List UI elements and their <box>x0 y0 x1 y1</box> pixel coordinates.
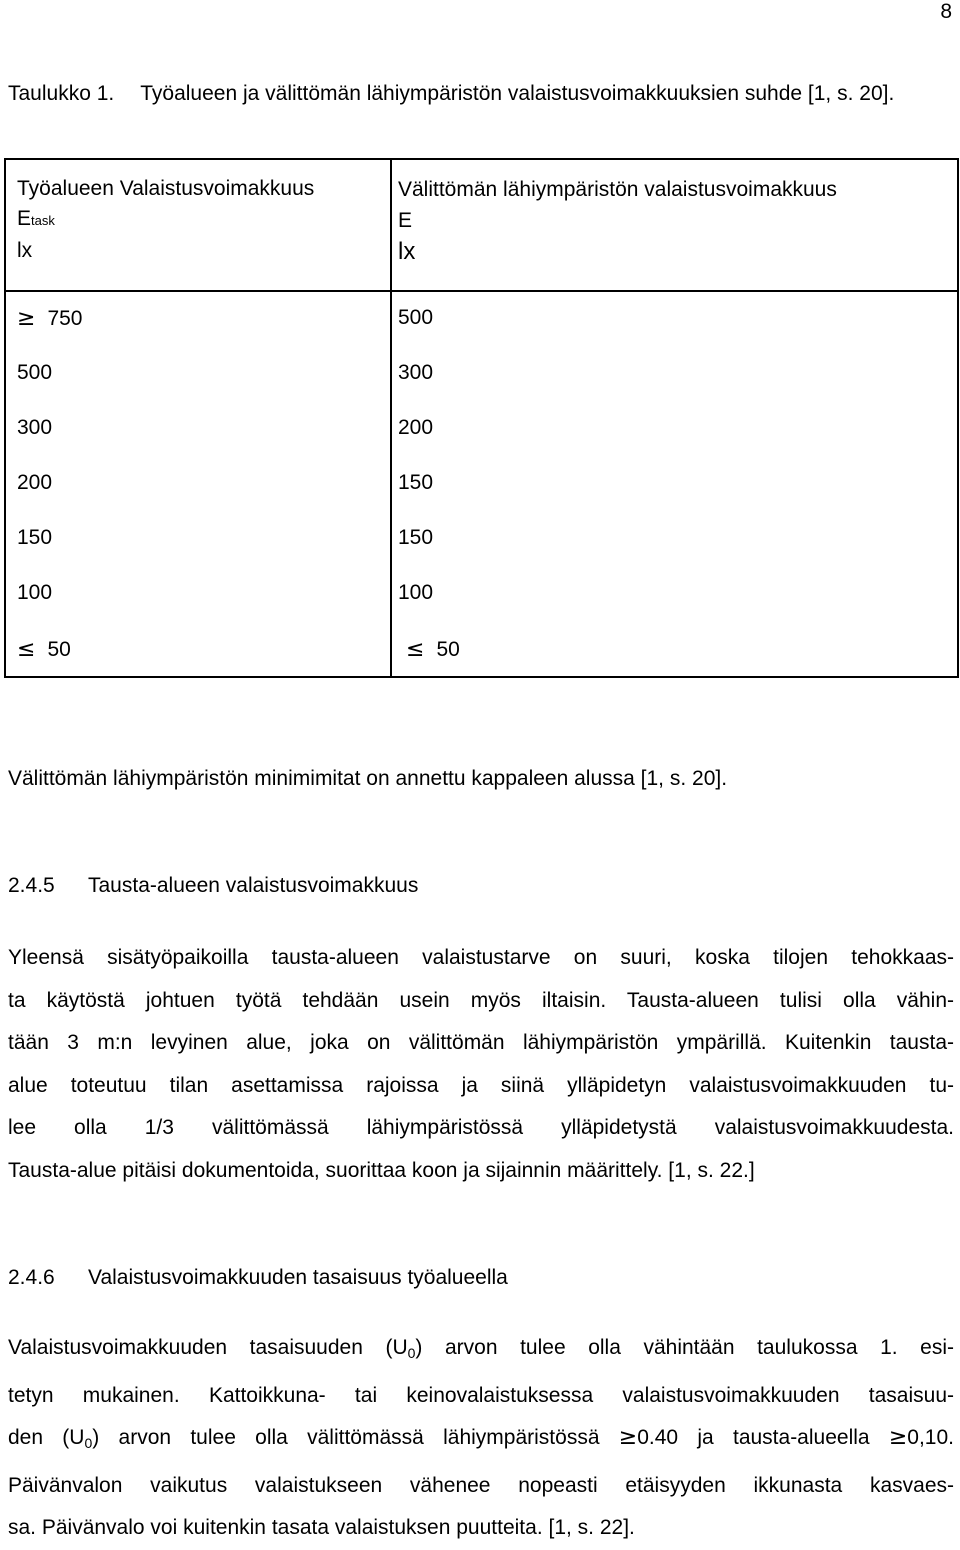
caption-label: Taulukko 1. <box>8 82 115 105</box>
surrounding-illuminance-cell <box>398 526 433 550</box>
task-value: 200 <box>17 471 53 494</box>
surrounding-value: 150 <box>398 526 434 549</box>
paragraph-line: ta käytöstä johtuen työtä tehdään usein myös iltaisin. Tausta-alueen tulisi olla vähin- <box>8 988 954 1012</box>
task-value: 500 <box>17 361 53 384</box>
task-illuminance-cell <box>17 581 52 605</box>
table-caption <box>8 82 894 106</box>
surrounding-illuminance-cell <box>398 306 433 330</box>
surround-header-title: Välittömän lähiympäristön valaistusvoimakkuus <box>398 178 837 201</box>
minimum-dimensions-note: Välittömän lähiympäristön minimimitat on annettu kappaleen alussa [1, s. 20]. <box>8 767 728 790</box>
paragraph-line: Tausta-alue pitäisi dokumentoida, suorittaa koon ja sijainnin määrittely. [1, s. 22.] <box>8 1158 755 1182</box>
task-header-title: Työalueen Valaistusvoimakkuus <box>17 177 315 200</box>
section-heading-2-4-6 <box>8 1266 508 1290</box>
paragraph-line: sa. Päivänvalo voi kuitenkin tasata valaistuksen puutteita. [1, s. 22]. <box>8 1516 635 1539</box>
section-heading-2-4-5 <box>8 874 418 898</box>
greater-or-equal-symbol: ≥ <box>618 1425 638 1450</box>
background-area-paragraph <box>8 937 954 1192</box>
surrounding-illuminance-cell <box>398 361 433 385</box>
surrounding-value: 500 <box>398 306 434 329</box>
surrounding-illuminance-cell <box>398 581 433 605</box>
greater-or-equal-symbol: ≥ <box>888 1425 908 1450</box>
paragraph-line: Valaistusvoimakkuuden tasaisuuden $(U_0)$ arvon tulee olla vähintään taulukossa 1. esi- <box>8 1336 954 1361</box>
illuminance-table <box>4 158 959 678</box>
surrounding-value: 100 <box>398 581 434 604</box>
task-illuminance-cell <box>17 526 52 550</box>
surrounding-value: 300 <box>398 361 434 384</box>
surround-header-unit: lx <box>398 238 416 265</box>
surround-header-symbol: E <box>398 209 413 232</box>
paragraph-line: tetyn mukainen. Kattoikkuna- tai keinovalaistuksessa valaistusvoimakkuuden tasaisuu- <box>8 1383 954 1407</box>
task-illuminance-cell <box>17 471 52 495</box>
paragraph-line: alue toteutuu tilan asettamissa rajoissa ja siinä ylläpidetyn valaistusvoimakkuuden tu- <box>8 1073 954 1097</box>
surrounding-illuminance-cell <box>398 471 433 495</box>
less-or-equal-symbol: ≤ <box>406 637 425 662</box>
caption-text: Työalueen ja välittömän lähiympäristön valaistusvoimakkuuksien suhde [1, s. 20]. <box>140 82 895 105</box>
greater-or-equal-symbol: ≥ <box>17 306 36 331</box>
page-number: 8 <box>940 0 952 23</box>
task-illuminance-cell <box>17 416 52 440</box>
task-value: 50 <box>47 638 71 661</box>
paragraph-line: tään 3 m:n levyinen alue, joka on välittömän lähiympäristön ympärillä. Kuitenkin tausta- <box>8 1031 954 1054</box>
section-title: Tausta-alueen valaistusvoimakkuus <box>88 874 419 897</box>
surrounding-area-header <box>398 174 837 267</box>
surrounding-illuminance-cell <box>398 416 433 440</box>
less-or-equal-symbol: ≤ <box>17 637 36 662</box>
surrounding-value: 200 <box>398 416 434 439</box>
task-header-symbol: Etask <box>17 207 55 230</box>
header-divider <box>6 290 957 292</box>
section-number: 2.4.6 <box>8 1266 55 1289</box>
section-title: Valaistusvoimakkuuden tasaisuus työalueella <box>88 1266 508 1289</box>
section-number: 2.4.5 <box>8 874 55 897</box>
surrounding-illuminance-cell <box>406 637 460 662</box>
paragraph-line: lee olla 1/3 välittömässä lähiympäristössä ylläpidetystä valaistusvoimakkuudesta. <box>8 1116 954 1139</box>
task-value: 300 <box>17 416 53 439</box>
task-illuminance-cell <box>17 361 52 385</box>
task-illuminance-cell <box>17 306 82 331</box>
surrounding-value: 150 <box>398 471 434 494</box>
paragraph-line: Päivänvalon vaikutus valaistukseen vähenee nopeasti etäisyyden ikkunasta kasvaes- <box>8 1473 954 1497</box>
uniformity-paragraph <box>8 1327 954 1550</box>
task-illuminance-cell <box>17 637 71 662</box>
paragraph-line: Yleensä sisätyöpaikoilla tausta-alueen valaistustarve on suuri, koska tilojen tehokkaas- <box>8 946 954 969</box>
paragraph-line: den $(U_0)$ arvon tulee olla välittömässä lähiympäristössä ≥0.40 ja tausta-alueella ≥0,10. <box>8 1425 955 1451</box>
column-divider <box>390 160 392 676</box>
task-header-unit: lx <box>17 239 33 262</box>
task-value: 750 <box>47 307 83 330</box>
task-value: 150 <box>17 526 53 549</box>
surrounding-value: 50 <box>436 638 460 661</box>
task-value: 100 <box>17 581 53 604</box>
task-area-header <box>17 174 314 266</box>
